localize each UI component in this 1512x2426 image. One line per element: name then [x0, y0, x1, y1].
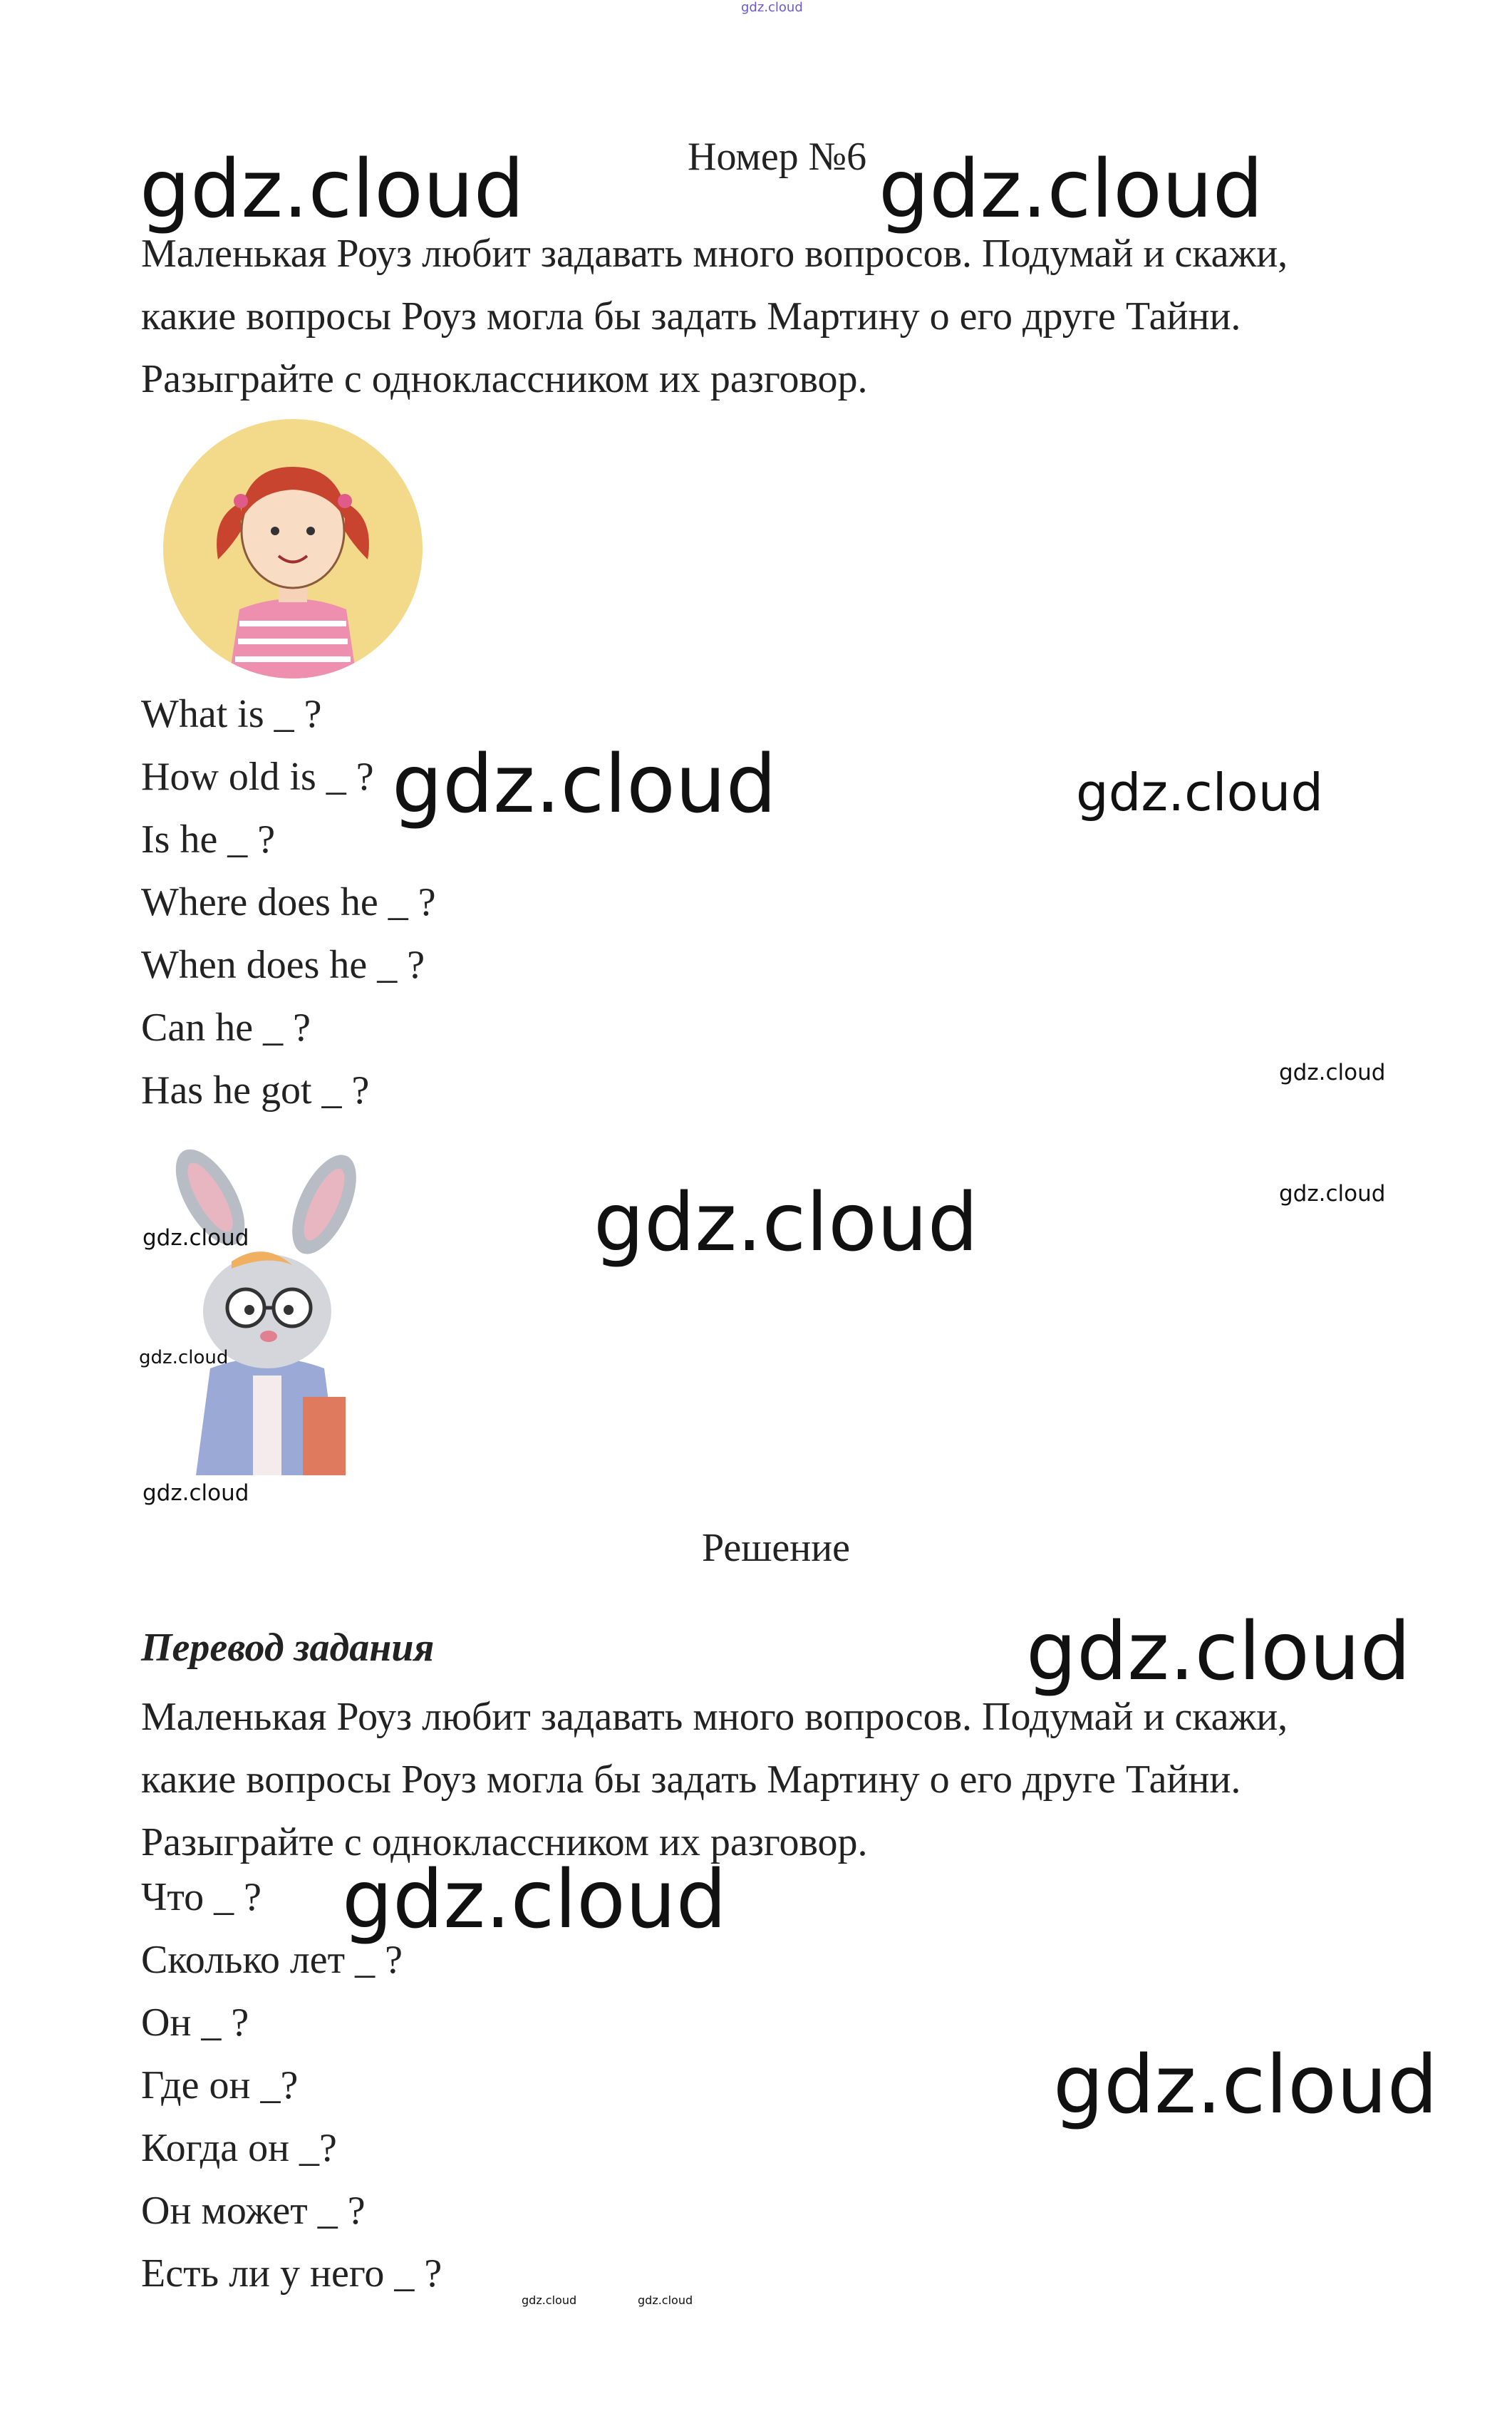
watermark: gdz.cloud — [1279, 1181, 1386, 1207]
watermark: gdz.cloud — [342, 1854, 727, 1946]
question-item: Where does he _ ? — [141, 880, 436, 924]
question-item: Is he _ ? — [141, 817, 276, 862]
task-paragraph — [141, 222, 1409, 411]
watermark: gdz.cloud — [522, 2293, 577, 2307]
task-line: Маленькая Роуз любит задавать много вопросов. Подумай и скажи, — [141, 232, 1288, 276]
translation-subheading: Перевод задания — [141, 1626, 435, 1670]
translation-line: Разыграйте с одноклассником их разговор. — [141, 1820, 868, 1864]
watermark: gdz.cloud — [1026, 1606, 1411, 1698]
watermark: gdz.cloud — [140, 143, 524, 236]
top-watermark: gdz.cloud — [741, 0, 803, 15]
translation-line: какие вопросы Роуз могла бы задать Мартину о его друге Тайни. — [141, 1757, 1241, 1802]
watermark: gdz.cloud — [392, 738, 777, 831]
translated-question: Есть ли у него _ ? — [141, 2251, 442, 2296]
question-item: What is _ ? — [141, 692, 322, 736]
watermark: gdz.cloud — [594, 1177, 978, 1269]
translation-line: Маленькая Роуз любит задавать много вопросов. Подумай и скажи, — [141, 1695, 1288, 1739]
translation-paragraph — [141, 1686, 1409, 1874]
girl-illustration — [161, 417, 425, 681]
watermark: gdz.cloud — [1279, 1060, 1386, 1085]
task-line: какие вопросы Роуз могла бы задать Мартину о его друге Тайни. — [141, 294, 1241, 339]
question-item: Can he _ ? — [141, 1006, 311, 1050]
question-item: How old is _ ? — [141, 755, 374, 799]
watermark: gdz.cloud — [143, 1480, 249, 1506]
translated-question: Он может _ ? — [141, 2189, 366, 2233]
solution-heading: Решение — [702, 1526, 851, 1570]
translated-question: Что _ ? — [141, 1875, 262, 1919]
translated-question: Сколько лет _ ? — [141, 1938, 403, 1982]
watermark: gdz.cloud — [1053, 2039, 1438, 2132]
translated-question: Где он _? — [141, 2063, 299, 2107]
watermark: gdz.cloud — [879, 143, 1263, 236]
rabbit-illustration — [146, 1147, 392, 1475]
watermark: gdz.cloud — [1076, 763, 1324, 822]
question-item: When does he _ ? — [141, 943, 425, 987]
question-item: Has he got _ ? — [141, 1068, 370, 1113]
watermark: gdz.cloud — [139, 1347, 229, 1368]
page-title: Номер №6 — [688, 135, 867, 179]
task-line: Разыграйте с одноклассником их разговор. — [141, 357, 868, 401]
translated-question: Когда он _? — [141, 2126, 337, 2170]
watermark: gdz.cloud — [638, 2293, 693, 2307]
watermark: gdz.cloud — [143, 1225, 249, 1251]
translated-question: Он _ ? — [141, 2001, 249, 2045]
